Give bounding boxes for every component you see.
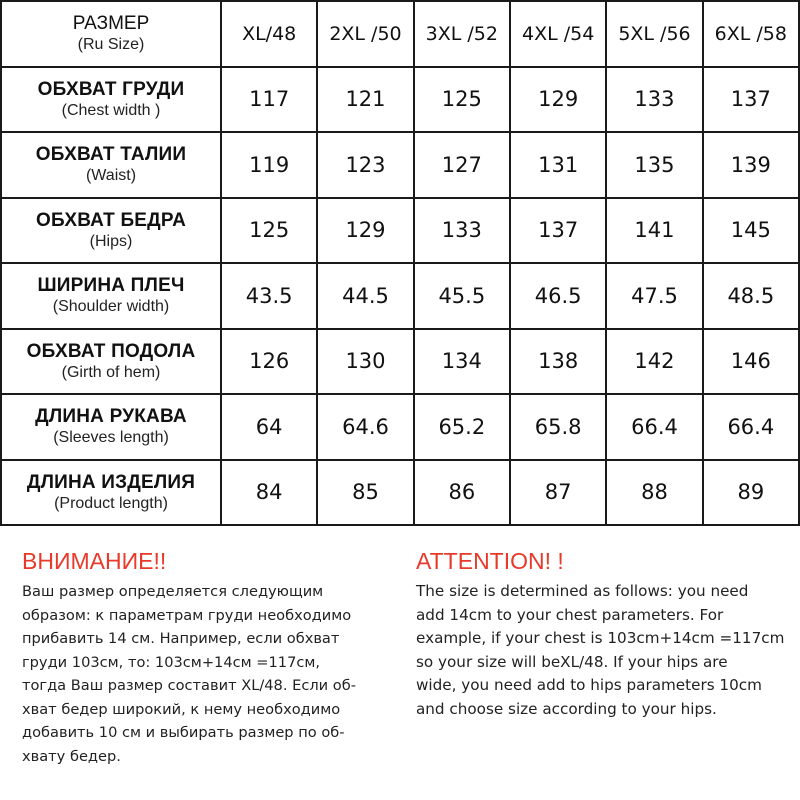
value-cell	[703, 460, 799, 526]
table-row	[1, 132, 799, 198]
measurement-value: 135	[634, 152, 675, 177]
measurement-value: 84	[255, 480, 283, 505]
value-cell	[703, 394, 799, 460]
value-cell	[317, 198, 413, 264]
size-header-cell	[221, 1, 317, 67]
size-header-cell	[510, 1, 606, 67]
measurement-value: 119	[249, 152, 290, 177]
row-label-ru: ШИРИНА ПЛЕЧ	[37, 275, 185, 297]
measurement-value: 134	[441, 349, 482, 374]
measurement-value: 117	[249, 87, 290, 112]
table-row	[1, 460, 799, 526]
measurement-value: 43.5	[245, 283, 293, 308]
value-cell	[510, 198, 606, 264]
value-cell	[221, 198, 317, 264]
note-line-en: example, if your chest is 103cm+14cm =117cm	[416, 629, 785, 647]
measurement-value: 48.5	[727, 283, 775, 308]
value-cell	[414, 198, 510, 264]
measurement-value: 44.5	[342, 283, 389, 308]
measurement-value: 133	[441, 218, 482, 243]
size-header: 4XL /54	[521, 22, 595, 45]
note-line-ru: хват бедер широкий, к нему необходимо	[22, 700, 341, 718]
header-label-sub: (Ru Size)	[77, 36, 145, 54]
table-row	[1, 198, 799, 264]
row-label-en: (Waist)	[85, 167, 137, 185]
value-cell	[414, 132, 510, 198]
note-line-en: and choose size according to your hips.	[416, 699, 717, 718]
size-header-cell	[414, 1, 510, 67]
measurement-value: 121	[345, 87, 386, 112]
value-cell	[317, 460, 413, 526]
measurement-value: 139	[730, 152, 771, 177]
header-label-cell	[1, 1, 221, 67]
row-label-cell	[1, 394, 221, 460]
size-header: 3XL /52	[425, 22, 498, 45]
value-cell	[317, 394, 413, 460]
measurement-value: 133	[634, 87, 675, 112]
size-header-cell	[606, 1, 702, 67]
size-header-cell	[703, 1, 799, 67]
measurement-value: 87	[544, 480, 572, 505]
table-row	[1, 263, 799, 329]
note-line-ru: тогда Ваш размер составит XL/48. Если об-	[22, 677, 357, 694]
value-cell	[221, 263, 317, 329]
note-line-ru: образом: к параметрам груди необходимо	[22, 606, 352, 624]
measurement-value: 137	[730, 87, 771, 112]
row-label-cell	[1, 67, 221, 133]
measurement-value: 129	[345, 218, 386, 243]
value-cell	[703, 198, 799, 264]
measurement-value: 125	[249, 218, 290, 243]
size-header: 5XL /56	[618, 22, 691, 45]
table-row	[1, 67, 799, 133]
value-cell	[606, 263, 702, 329]
value-cell	[317, 263, 413, 329]
measurement-value: 126	[249, 349, 290, 374]
row-label-ru: ОБХВАТ ГРУДИ	[37, 78, 185, 100]
row-label-cell	[1, 329, 221, 395]
measurement-value: 47.5	[631, 283, 678, 308]
value-cell	[606, 198, 702, 264]
value-cell	[606, 132, 702, 198]
note-line-en: The size is determined as follows: you need	[416, 582, 749, 600]
row-label-ru: ОБХВАТ ПОДОЛА	[26, 340, 196, 362]
size-header: 6XL /58	[714, 22, 787, 45]
value-cell	[414, 394, 510, 460]
notes-section	[0, 544, 800, 784]
measurement-value: 130	[345, 349, 386, 374]
note-russian	[22, 544, 410, 768]
note-line-ru: Ваш размер определяется следующим	[22, 583, 324, 600]
measurement-value: 125	[441, 87, 482, 112]
measurement-value: 64.6	[342, 414, 389, 439]
value-cell	[606, 329, 702, 395]
header-row	[1, 1, 799, 67]
note-english	[416, 544, 800, 721]
measurement-value: 127	[441, 152, 482, 177]
measurement-value: 85	[352, 480, 379, 505]
row-label-en: (Shoulder width)	[52, 298, 170, 316]
row-label-en: (Hips)	[89, 232, 133, 250]
value-cell	[606, 460, 702, 526]
value-cell	[510, 460, 606, 526]
note-line-ru: груди 103см, то: 103см+14см =117см,	[22, 653, 321, 671]
measurement-value: 66.4	[631, 414, 678, 439]
note-line-en: add 14cm to your chest parameters. For	[416, 605, 724, 624]
value-cell	[414, 67, 510, 133]
note-line-en: wide, you need add to hips parameters 10cm	[416, 676, 762, 694]
note-line-ru: добавить 10 см и выбирать размер по об-	[22, 724, 345, 741]
measurement-value: 138	[538, 349, 579, 374]
value-cell	[510, 394, 606, 460]
value-cell	[221, 460, 317, 526]
value-cell	[703, 132, 799, 198]
measurement-value: 66.4	[727, 414, 775, 439]
value-cell	[510, 132, 606, 198]
table-row	[1, 329, 799, 395]
row-label-en: (Product length)	[54, 494, 168, 512]
measurement-value: 64	[255, 414, 283, 439]
row-label-en: (Girth of hem)	[61, 363, 161, 381]
note-line-ru: прибавить 14 см. Например, если обхват	[22, 630, 340, 647]
note-line-en: so your size will beXL/48. If your hips are	[416, 652, 728, 671]
value-cell	[510, 329, 606, 395]
value-cell	[317, 329, 413, 395]
measurement-value: 129	[538, 87, 579, 112]
measurement-value: 142	[634, 349, 675, 374]
measurement-value: 141	[634, 218, 675, 243]
measurement-value: 131	[538, 152, 579, 177]
row-label-cell	[1, 460, 221, 526]
note-body-en	[416, 580, 800, 721]
table-row	[1, 394, 799, 460]
row-label-en: (Sleeves length)	[53, 429, 169, 447]
note-line-ru: хвату бедер.	[22, 747, 121, 765]
row-label-ru: ДЛИНА РУКАВА	[35, 406, 187, 428]
header-label-main: РАЗМЕР	[72, 13, 150, 35]
row-label-cell	[1, 263, 221, 329]
value-cell	[606, 67, 702, 133]
measurement-value: 65.2	[438, 414, 486, 439]
measurement-value: 89	[737, 480, 765, 505]
measurement-value: 137	[538, 218, 579, 243]
measurement-value: 45.5	[438, 283, 486, 308]
measurement-value: 65.8	[534, 414, 582, 439]
value-cell	[414, 329, 510, 395]
measurement-value: 123	[345, 152, 386, 177]
measurement-value: 88	[641, 480, 668, 505]
note-title-en: ATTENTION! !	[416, 548, 564, 574]
value-cell	[414, 263, 510, 329]
value-cell	[414, 460, 510, 526]
row-label-cell	[1, 132, 221, 198]
value-cell	[221, 394, 317, 460]
row-label-ru: ОБХВАТ БЕДРА	[35, 209, 187, 231]
row-label-en: (Chest width )	[61, 101, 161, 119]
measurement-value: 145	[730, 218, 771, 243]
value-cell	[703, 67, 799, 133]
size-header: XL/48	[242, 22, 297, 45]
row-label-ru: ОБХВАТ ТАЛИИ	[35, 144, 187, 166]
size-header: 2XL /50	[329, 22, 402, 45]
value-cell	[703, 329, 799, 395]
value-cell	[317, 67, 413, 133]
value-cell	[510, 263, 606, 329]
value-cell	[221, 132, 317, 198]
value-cell	[510, 67, 606, 133]
size-header-cell	[317, 1, 413, 67]
row-label-cell	[1, 198, 221, 264]
measurement-value: 46.5	[534, 283, 582, 308]
value-cell	[606, 394, 702, 460]
value-cell	[317, 132, 413, 198]
value-cell	[221, 67, 317, 133]
measurement-value: 146	[730, 349, 771, 374]
value-cell	[703, 263, 799, 329]
row-label-ru: ДЛИНА ИЗДЕЛИЯ	[26, 471, 196, 493]
value-cell	[221, 329, 317, 395]
note-body-ru	[22, 580, 410, 768]
measurement-value: 86	[448, 480, 476, 505]
note-title-ru: ВНИМАНИЕ!!	[22, 548, 167, 574]
